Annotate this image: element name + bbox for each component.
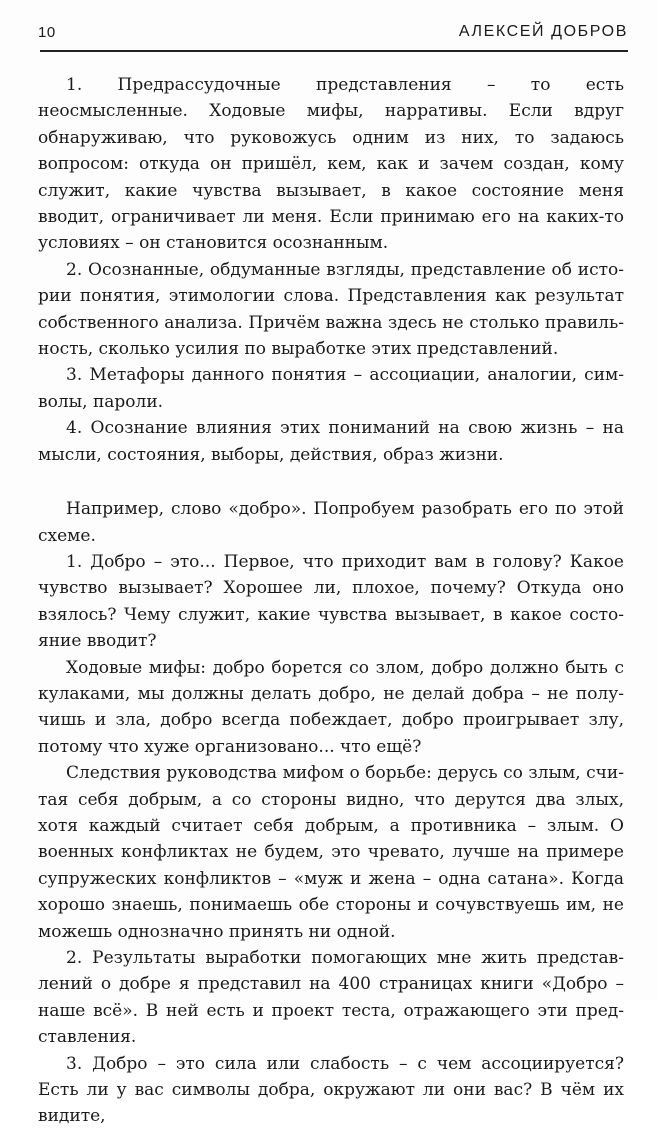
paragraph: 2. Осознанные, обдуманные взгляды, представление об истории понятия, этимологии слова. Представления как результат собственного анализа. Причём важна здесь не столько правильность, сколько усилия по выработке этих представлений. bbox=[38, 259, 624, 360]
paragraph: Например, слово «добро». Попробуем разобрать его по этой схеме. bbox=[38, 499, 624, 546]
paragraph: Ходовые мифы: добро борется со злом, добро должно быть с кулаками, мы должны делать добро, не делай добра – не получишь и зла, добро всегда побеждает, добро проигрывает злу, потому что хуже организовано... что ещё? bbox=[38, 657, 624, 757]
paragraph: 1. Предрассудочные представления – то есть неосмысленные. Ходовые мифы, нарративы. Если вдруг обнаруживаю, что руковожусь одним из них, то задаюсь вопросом: откуда он пришёл, кем, как и зачем создан, кому служит, какие чувства вызывает, в какое состояние меня вводит, ограничивает ли меня. Если принимаю его на каких-то условиях – он становится осознанным. bbox=[38, 75, 624, 254]
paragraph: 2. Результаты выработки помогающих мне жить представлений о добре я представил на 400 страницах книги «Добро – наше всё». В ней есть и проект теста, отражающего эти представления. bbox=[38, 948, 624, 1048]
page-number: 10 bbox=[38, 24, 56, 41]
paragraph: 1. Добро – это... Первое, что приходит вам в голову? Какое чувство вызывает? Хорошее ли, плохое, почему? Откуда оно взялось? Чему служит, какие чувства вызывает, в какое состояние вводит? bbox=[38, 551, 624, 652]
page-header bbox=[38, 22, 628, 50]
paragraph: 4. Осознание влияния этих пониманий на свою жизнь – на мысли, состояния, выборы, действия, образ жизни. bbox=[38, 418, 624, 465]
page-body bbox=[38, 72, 624, 1130]
header-rule bbox=[40, 50, 628, 52]
paragraph: Следствия руководства мифом о борьбе: дерусь со злым, считая себя добрым, а со стороны видно, что дерутся два злых, хотя каждый считает себя добрым, а противника – злым. О военных конфликтах не будем, это чревато, лучше на примере супружеских конфликтов – «муж и жена – одна сатана». Когда хорошо знаешь, понимаешь обе стороны и сочувствуешь им, не можешь однозначно принять ни одной. bbox=[38, 763, 624, 942]
paragraph: 3. Добро – это сила или слабость – с чем ассоциируется? Есть ли у вас символы добра, окружают ли они вас? В чём их видите, bbox=[38, 1053, 624, 1127]
section-gap bbox=[38, 468, 624, 496]
paragraph: 3. Метафоры данного понятия – ассоциации, аналогии, символы, пароли. bbox=[38, 365, 624, 412]
running-head-author: АЛЕКСЕЙ ДОБРОВ bbox=[458, 23, 628, 40]
